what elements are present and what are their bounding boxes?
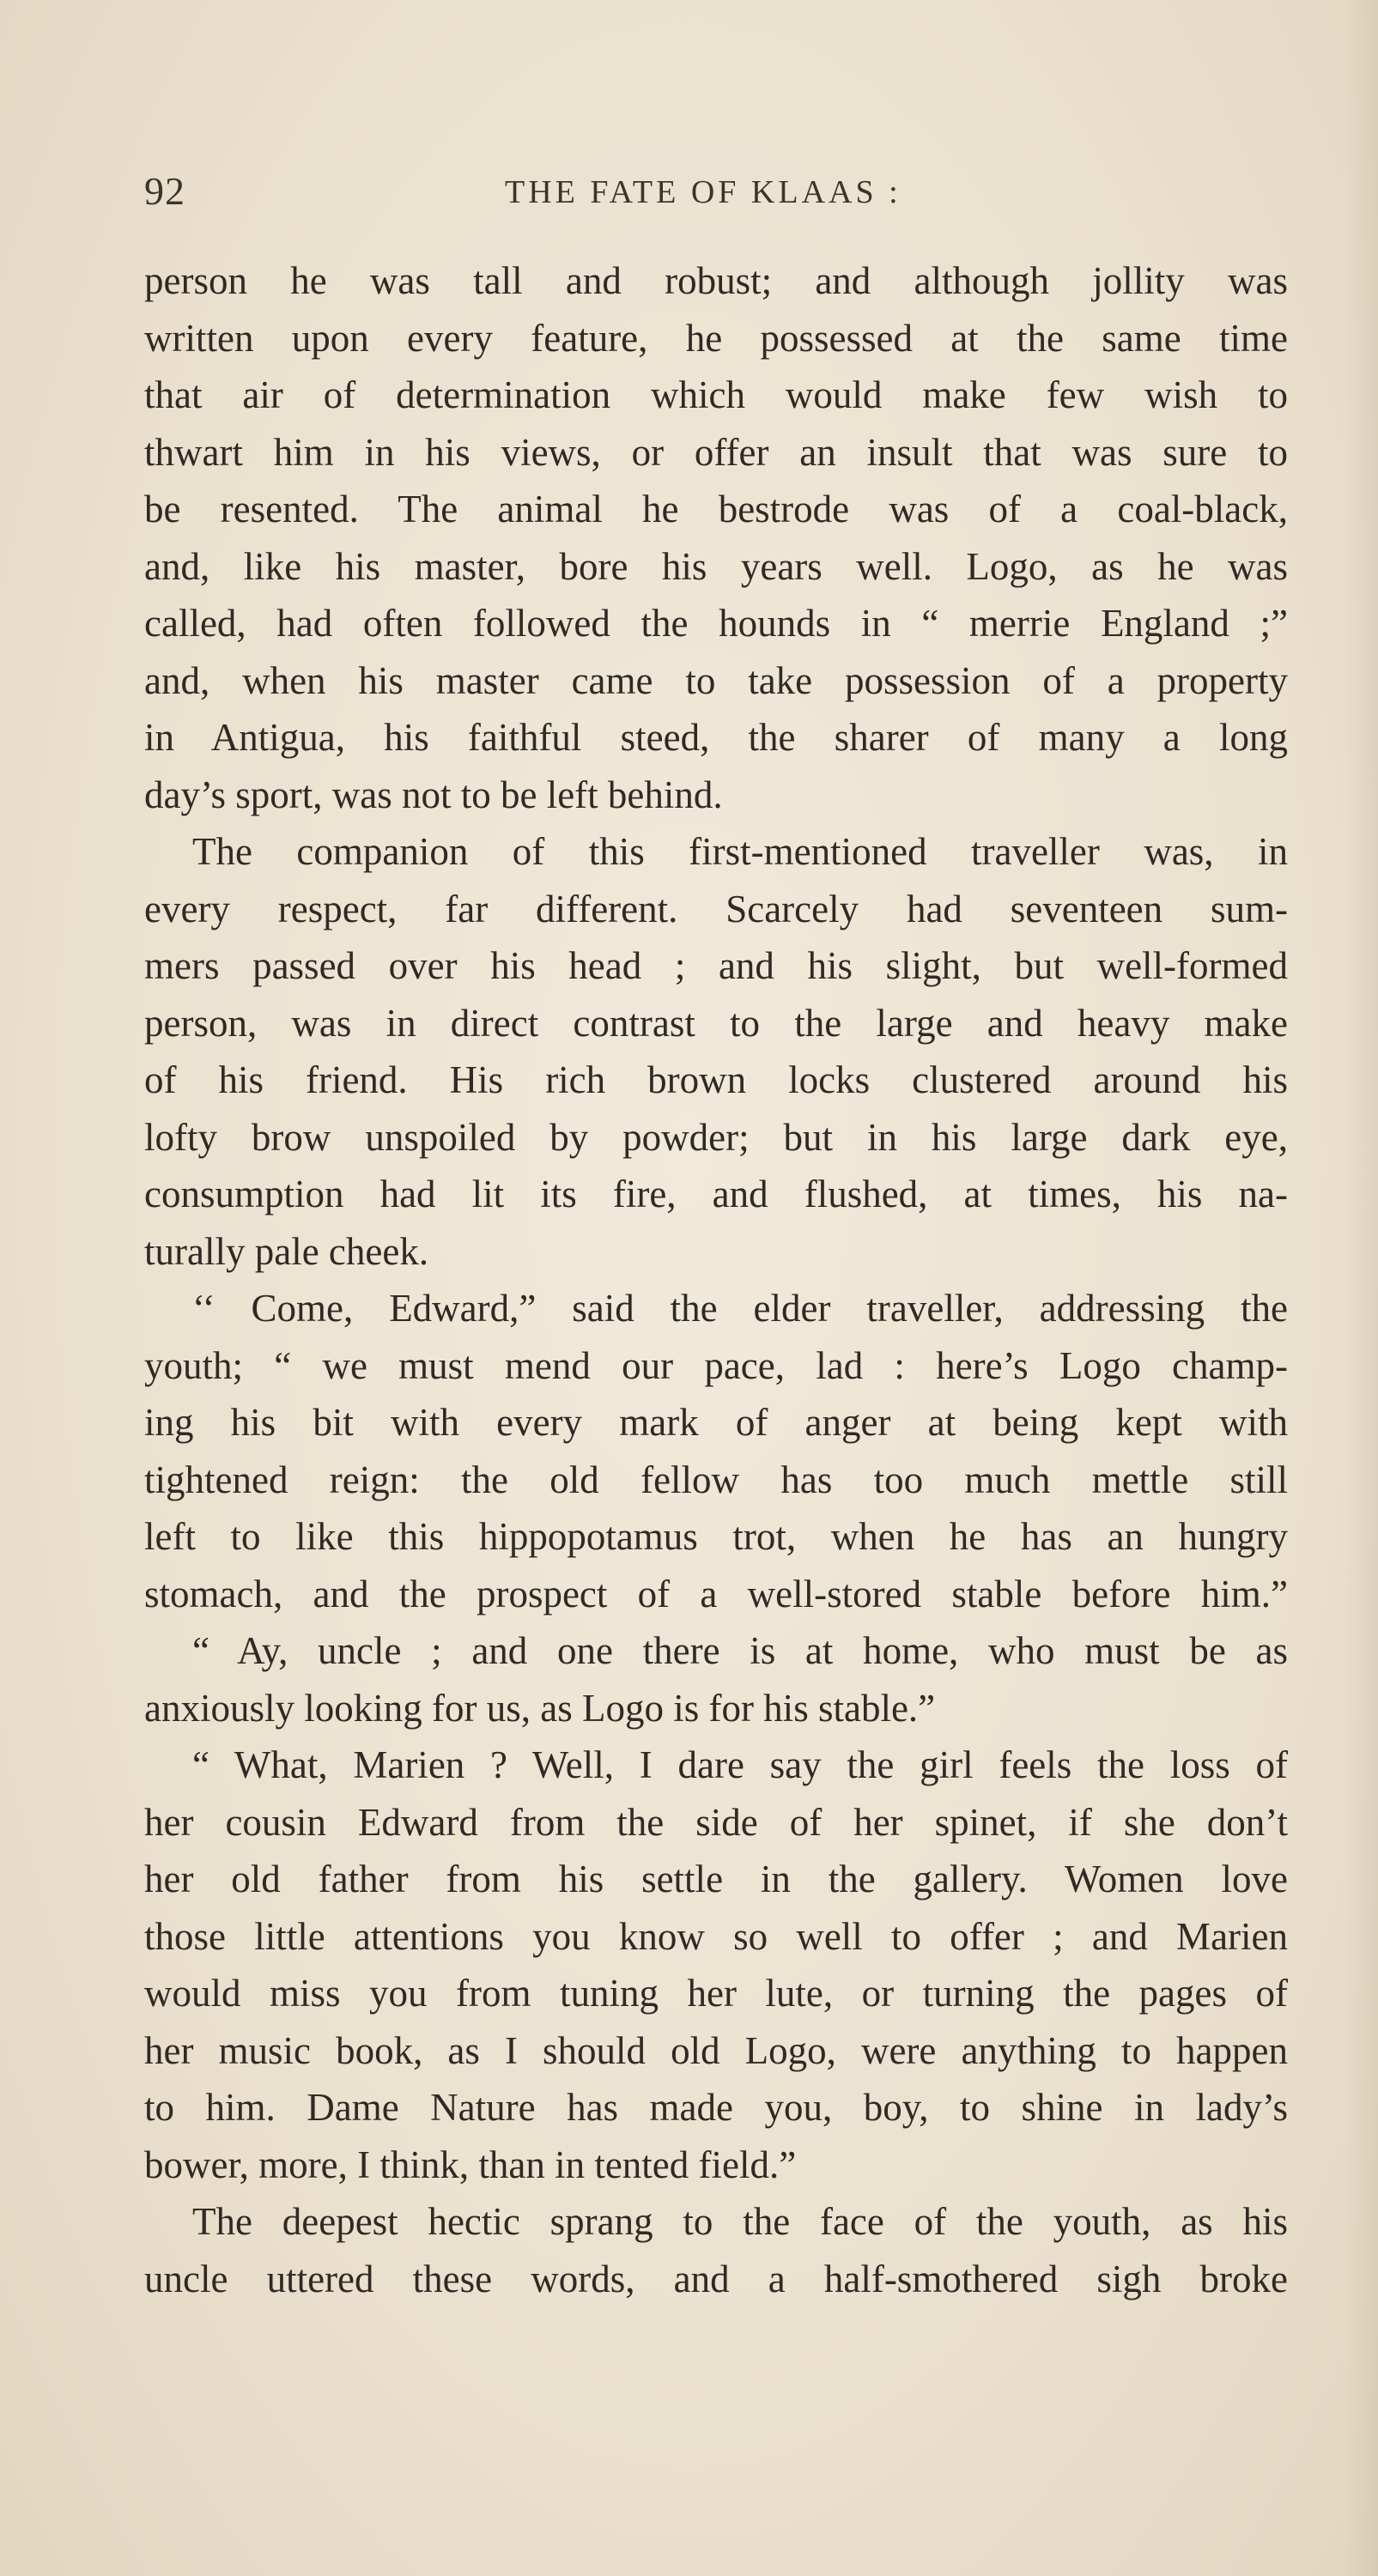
text-line: in Antigua, his faithful steed, the sharer of many a long bbox=[144, 716, 1288, 759]
text-line: person he was tall and robust; and although jollity was bbox=[144, 259, 1288, 302]
text-line: anxiously looking for us, as Logo is for his stable.” bbox=[144, 1686, 936, 1730]
text-line: would miss you from tuning her lute, or turning the pages of bbox=[144, 1972, 1288, 2015]
text-line: and, when his master came to take possession of a property bbox=[144, 658, 1288, 702]
text-line: and, like his master, bore his years well. Logo, as he was bbox=[144, 544, 1288, 588]
text-line: that air of determination which would make few wish to bbox=[144, 373, 1288, 416]
text-line: mers passed over his head ; and his slight, but well-formed bbox=[144, 944, 1288, 987]
text-line: “ Ay, uncle ; and one there is at home, who must be as bbox=[192, 1629, 1288, 1672]
text-line: bower, more, I think, than in tented field.” bbox=[144, 2143, 797, 2186]
text-line: day’s sport, was not to be left behind. bbox=[144, 773, 723, 816]
body-text bbox=[144, 252, 1288, 2307]
text-line: every respect, far different. Scarcely had seventeen sum- bbox=[144, 887, 1288, 930]
text-line: turally pale cheek. bbox=[144, 1229, 429, 1273]
text-line: stomach, and the prospect of a well-stored stable before him.” bbox=[144, 1572, 1288, 1615]
text-line: “ What, Marien ? Well, I dare say the girl feels the loss of bbox=[192, 1743, 1288, 1786]
text-line: written upon every feature, he possessed at the same time bbox=[144, 316, 1288, 360]
text-line: youth; “ we must mend our pace, lad : here’s Logo champ- bbox=[144, 1343, 1288, 1387]
text-line: The deepest hectic sprang to the face of the youth, as his bbox=[192, 2200, 1288, 2243]
text-line: to him. Dame Nature has made you, boy, to shine in lady’s bbox=[144, 2086, 1288, 2129]
text-line: her music book, as I should old Logo, were anything to happen bbox=[144, 2028, 1288, 2072]
running-title: THE FATE OF KLAAS : bbox=[505, 174, 901, 210]
text-line: lofty brow unspoiled by powder; but in his large dark eye, bbox=[144, 1115, 1288, 1159]
text-line: of his friend. His rich brown locks clustered around his bbox=[144, 1058, 1288, 1101]
page-edge-shade bbox=[1344, 0, 1378, 2576]
text-line: tightened reign: the old fellow has too much mettle still bbox=[144, 1458, 1288, 1501]
text-line: thwart him in his views, or offer an insult that was sure to bbox=[144, 430, 1288, 474]
text-line: called, had often followed the hounds in “ merrie England ;” bbox=[144, 602, 1288, 645]
page-number: 92 bbox=[144, 169, 185, 213]
text-line: her old father from his settle in the gallery. Women love bbox=[144, 1858, 1288, 1900]
text-line: ‘‘ Come, Edward,” said the elder traveller, addressing the bbox=[192, 1287, 1288, 1330]
running-head bbox=[144, 168, 1286, 228]
text-line: be resented. The animal he bestrode was of a coal-black, bbox=[144, 488, 1288, 530]
text-line: those little attentions you know so well to offer ; and Marien bbox=[144, 1914, 1288, 1958]
text-line: uncle uttered these words, and a half-smothered sigh broke bbox=[144, 2257, 1288, 2300]
text-line: left to like this hippopotamus trot, when he has an hungry bbox=[144, 1515, 1288, 1558]
text-line: The companion of this first-mentioned traveller was, in bbox=[192, 830, 1288, 873]
text-line: her cousin Edward from the side of her spinet, if she don’t bbox=[144, 1800, 1288, 1844]
text-line: person, was in direct contrast to the large and heavy make bbox=[144, 1001, 1288, 1045]
text-line: ing his bit with every mark of anger at being kept with bbox=[144, 1401, 1288, 1444]
text-line: consumption had lit its fire, and flushed, at times, his na- bbox=[144, 1173, 1288, 1215]
